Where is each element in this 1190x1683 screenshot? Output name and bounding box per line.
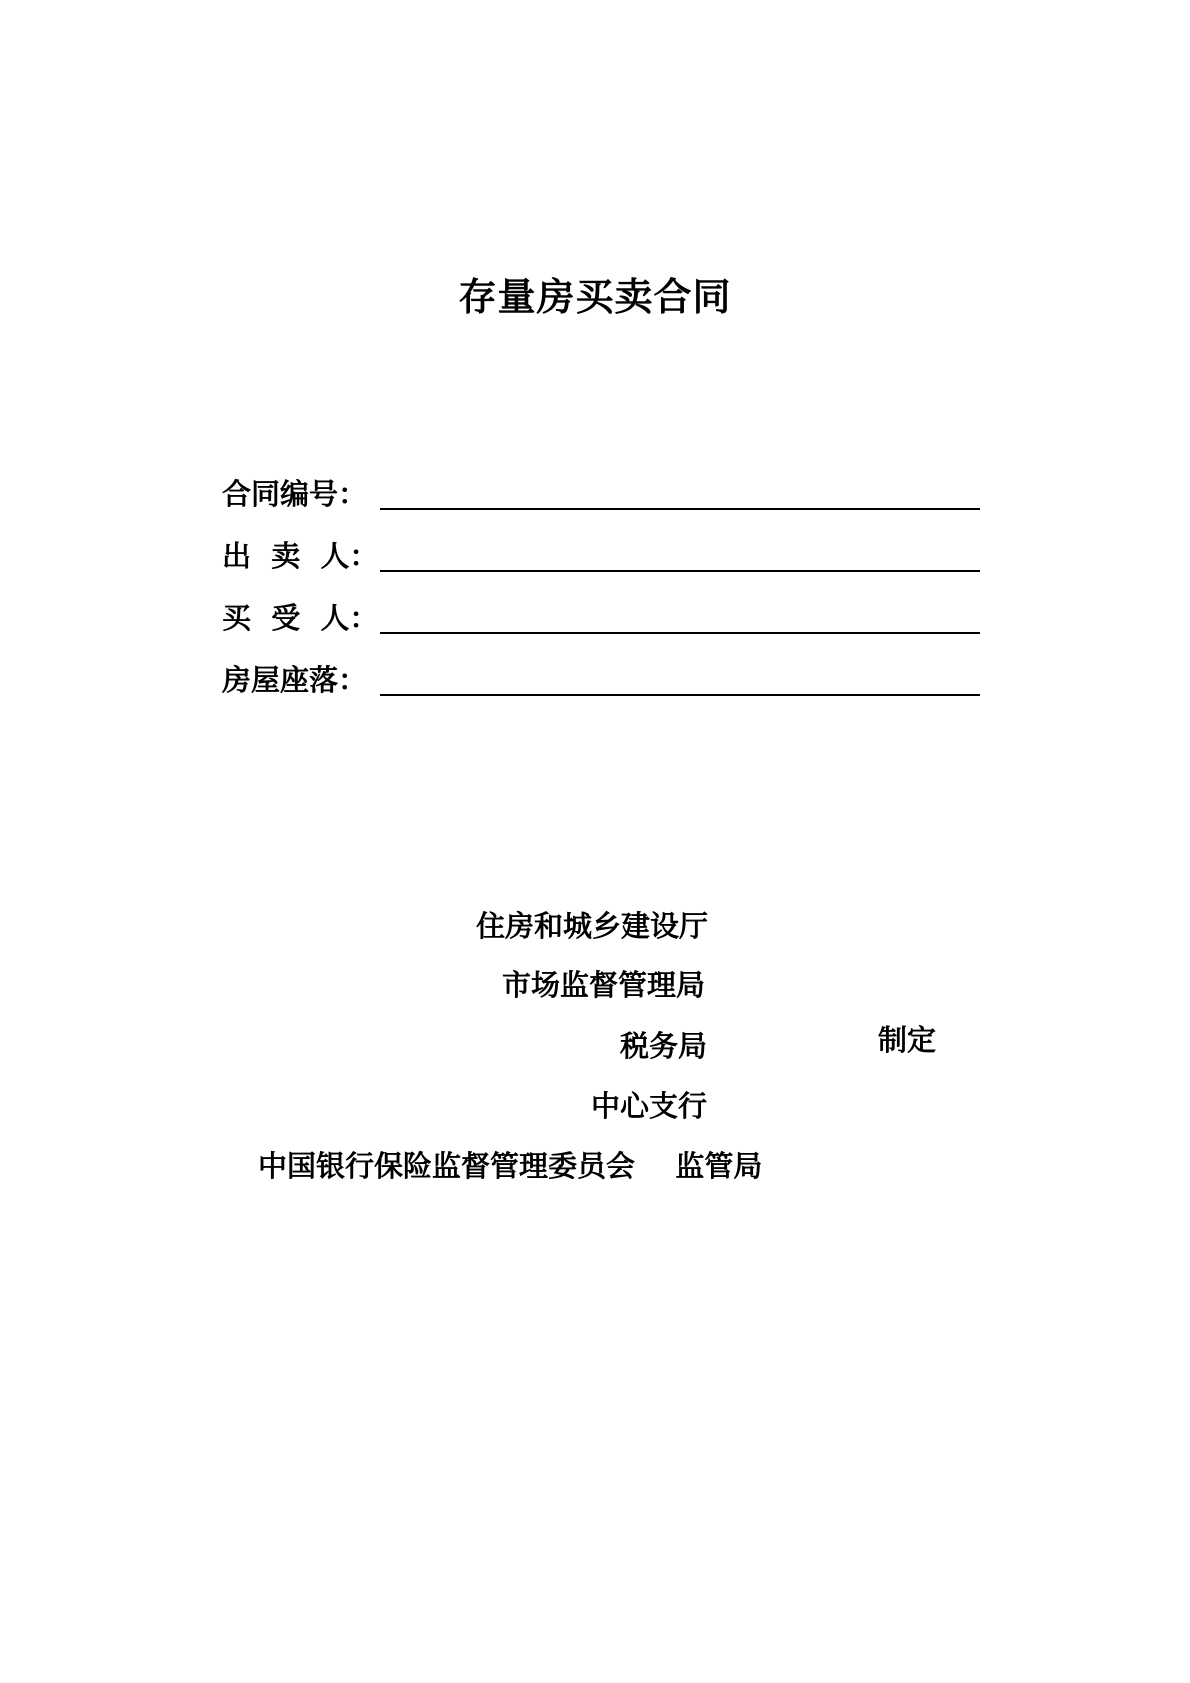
- document-title: 存量房买卖合同: [458, 274, 732, 319]
- issuer-central-branch: 中心支行: [590, 1089, 707, 1123]
- property-location-blank[interactable]: [380, 660, 980, 696]
- contract-number-blank[interactable]: [380, 474, 980, 510]
- property-location-row: [222, 656, 980, 700]
- issuer-housing-department: 住房和城乡建设厅: [475, 909, 708, 943]
- contract-number-label: 合同编号：: [222, 477, 368, 511]
- seller-blank[interactable]: [380, 536, 980, 572]
- seller-label: 出 卖 人：: [222, 539, 379, 573]
- issued-label: 制定: [878, 1023, 937, 1057]
- buyer-blank[interactable]: [380, 598, 980, 634]
- buyer-label: 买 受 人：: [222, 601, 379, 635]
- issuer-banking-insurance: 中国银行保险监督管理委员会 监管局: [258, 1149, 763, 1183]
- seller-row: [222, 532, 980, 576]
- issuer-tax-bureau: 税务局: [619, 1029, 707, 1063]
- buyer-row: [222, 594, 980, 638]
- issuer-market-regulation: 市场监督管理局: [501, 968, 705, 1002]
- property-location-label: 房屋座落：: [222, 663, 368, 697]
- contract-number-row: [222, 470, 980, 514]
